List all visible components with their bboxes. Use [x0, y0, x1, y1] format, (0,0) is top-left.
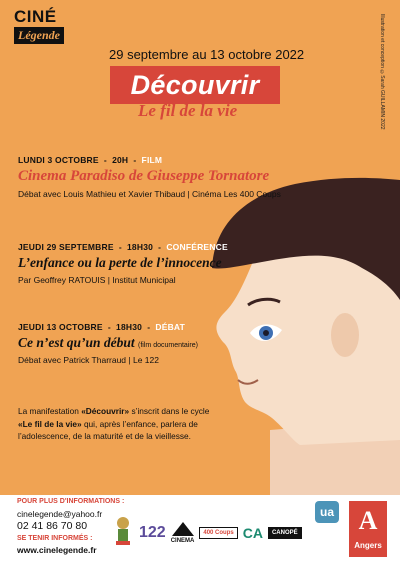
main-title: Découvrir [130, 70, 260, 100]
desc-bold: «Le fil de la vie» [18, 418, 82, 429]
event-details: Débat avec Patrick Tharraud | Le 122 [18, 355, 159, 365]
event-details: Débat avec Louis Mathieu et Xavier Thibaud | Cinéma Les 400 Coups [18, 189, 281, 199]
cine-legende-logo [14, 8, 70, 44]
title-box [110, 66, 280, 104]
logo-cine-text: CINÉ [14, 7, 57, 26]
subtitle: Le fil de la vie [138, 101, 238, 120]
mascot-logo-icon [112, 515, 134, 552]
partner-logos [112, 513, 302, 553]
event-time: 18H30 [127, 242, 154, 252]
event-title: L’enfance ou la perte de l’innocence [18, 255, 222, 270]
event-film [18, 155, 281, 199]
event-date: JEUDI 29 SEPTEMBRE [18, 242, 114, 252]
event-header: JEUDI 13 OCTOBRE - 18H30 - DÉBAT [18, 322, 186, 332]
desc-text: La manifestation [18, 406, 82, 416]
event-title-text: Ce n’est qu’un début [18, 335, 135, 350]
event-kind: DÉBAT [155, 322, 186, 332]
event-time: 18H30 [116, 322, 143, 332]
partner-canope-logo: CANOPÉ [268, 527, 302, 539]
contact-phone[interactable]: 02 41 86 70 80 [17, 520, 88, 532]
partner-ca-logo: CA [242, 525, 263, 541]
partner-122-logo: 122 [139, 524, 166, 541]
angers-a-icon: A [358, 506, 378, 535]
festival-dates: 29 septembre au 13 octobre 2022 [109, 47, 305, 62]
event-header: LUNDI 3 OCTOBRE - 20H - FILM [18, 155, 163, 165]
stay-informed-label: SE TENIR INFORMÉS : [17, 535, 93, 542]
desc-bold: «Découvrir» [81, 406, 130, 416]
event-header: JEUDI 29 SEPTEMBRE - 18H30 - CONFÉRENCE [18, 242, 228, 252]
partner-400-coups-logo: 400 Coups [199, 527, 237, 539]
ear-shape [331, 313, 359, 357]
event-debat [18, 322, 198, 365]
partner-cinema-text: CINEMA [170, 538, 195, 544]
pupil-shape [263, 330, 269, 336]
angers-logo [349, 501, 387, 557]
footer [0, 495, 400, 567]
event-date: LUNDI 3 OCTOBRE [18, 155, 99, 165]
event-conference [18, 242, 228, 285]
angers-text: Angers [354, 541, 382, 550]
event-details: Par Geoffrey RATOUIS | Institut Municipal [18, 275, 176, 285]
desc-text: qui, après l’enfance, parlera de l’adolescence, de la maturité et de la vieillesse. [18, 418, 198, 441]
description-paragraph [18, 405, 223, 443]
event-kind: FILM [141, 155, 163, 165]
partner-cinema-logo [171, 522, 195, 544]
event-time: 20H [112, 155, 129, 165]
contact-email[interactable]: cinelegende@yahoo.fr [17, 509, 103, 519]
info-label: POUR PLUS D'INFORMATIONS : [17, 498, 125, 505]
event-title: Cinema Paradiso de Giuseppe Tornatore [18, 168, 270, 184]
desc-text: s’inscrit dans le cycle [129, 406, 210, 416]
event-kind: CONFÉRENCE [166, 242, 228, 252]
website-link[interactable]: www.cinelegende.fr [17, 545, 97, 555]
event-title [18, 335, 198, 351]
event-date: JEUDI 13 OCTOBRE [18, 322, 103, 332]
illustration-credit: Illustration et conception ©Sarah GUILLAMIN 2022 [379, 14, 385, 130]
ua-logo: ua [315, 501, 339, 523]
logo-legende-text: Légende [14, 27, 64, 44]
event-title-note: (film documentaire) [138, 342, 198, 349]
